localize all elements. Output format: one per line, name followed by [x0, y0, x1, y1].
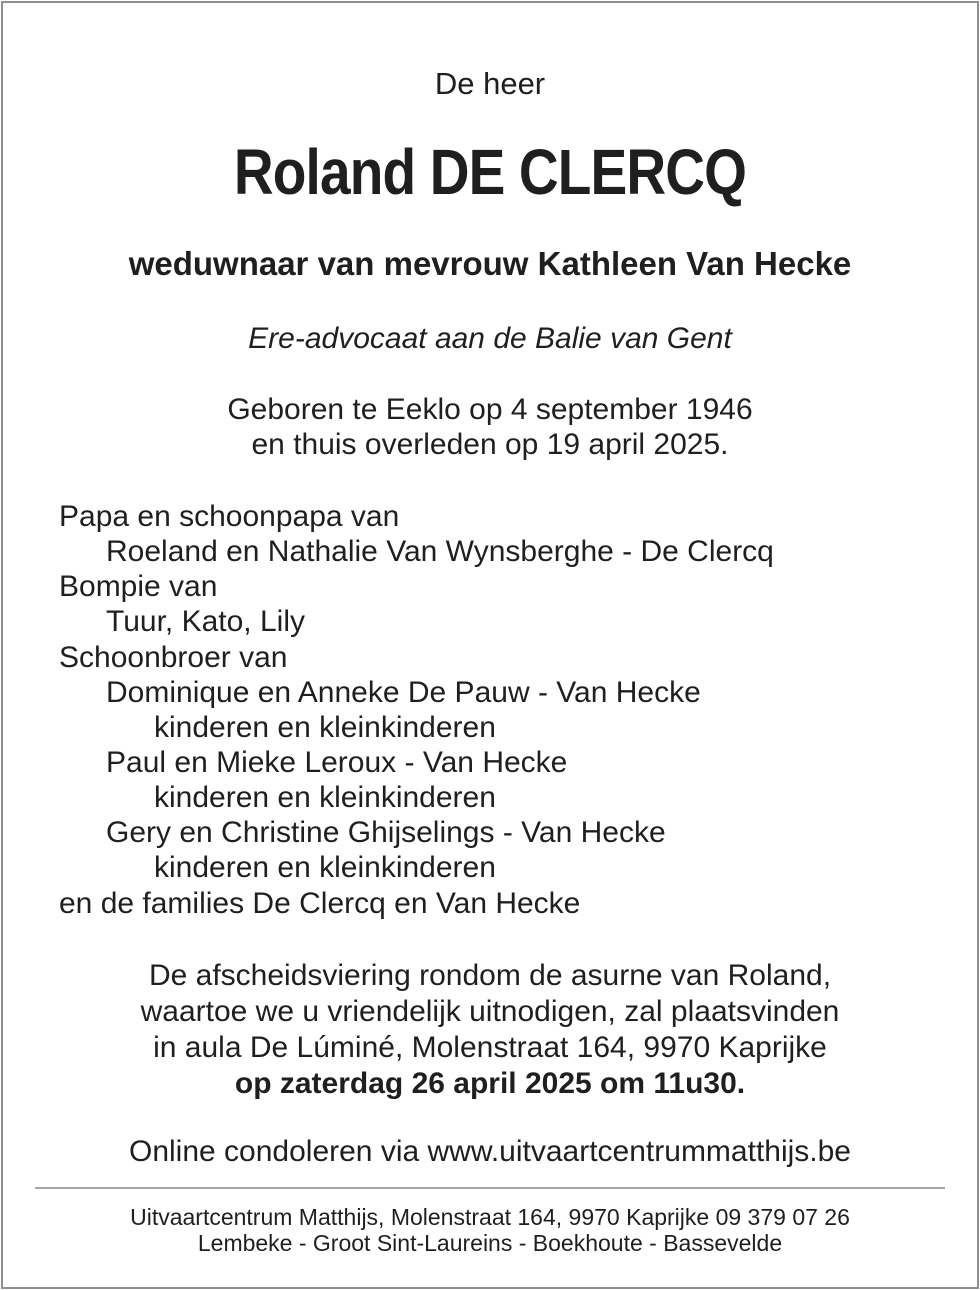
inlaw-family-3: Gery en Christine Ghijselings - Van Hecke — [106, 816, 666, 849]
inlaw-family-3-descendants: kinderen en kleinkinderen — [154, 851, 496, 884]
birth-line: Geboren te Eeklo op 4 september 1946 — [227, 393, 753, 426]
spouse-line: weduwnaar van mevrouw Kathleen Van Hecke — [128, 245, 852, 282]
families-line: en de families De Clercq en Van Hecke — [59, 887, 581, 920]
footer-divider — [35, 1187, 945, 1189]
honorific: De heer — [434, 66, 546, 101]
inlaws-heading: Schoonbroer van — [59, 641, 288, 674]
footer-line-2: Lembeke - Groot Sint-Laureins - Boekhoute - Bassevelde — [197, 1230, 783, 1256]
ceremony-line-2: waartoe we u vriendelijk uitnodigen, zal plaatsvinden — [140, 995, 840, 1028]
death-line: en thuis overleden op 19 april 2025. — [251, 428, 729, 461]
grandchildren-heading: Bompie van — [59, 570, 218, 603]
footer-line-1: Uitvaartcentrum Matthijs, Molenstraat 164, 9970 Kaprijke 09 379 07 26 — [130, 1204, 850, 1230]
inlaw-family-1: Dominique en Anneke De Pauw - Van Hecke — [106, 676, 701, 709]
inlaw-family-1-descendants: kinderen en kleinkinderen — [154, 711, 496, 744]
profession-line: Ere-advocaat aan de Balie van Gent — [248, 322, 732, 355]
ceremony-line-1: De afscheidsviering rondom de asurne van Roland, — [148, 959, 832, 992]
condolences-line: Online condoleren via www.uitvaartcentrummatthijs.be — [128, 1135, 851, 1168]
children-names: Roeland en Nathalie Van Wynsberghe - De Clercq — [106, 535, 774, 568]
inlaw-family-2-descendants: kinderen en kleinkinderen — [154, 781, 496, 814]
grandchildren-names: Tuur, Kato, Lily — [106, 605, 305, 638]
children-heading: Papa en schoonpapa van — [59, 500, 400, 533]
deceased-name: Roland DE CLERCQ — [233, 136, 747, 208]
ceremony-line-3: in aula De Lúminé, Molenstraat 164, 9970 Kaprijke — [153, 1031, 827, 1064]
inlaw-family-2: Paul en Mieke Leroux - Van Hecke — [106, 746, 568, 779]
ceremony-datetime: op zaterdag 26 april 2025 om 11u30. — [234, 1067, 746, 1100]
